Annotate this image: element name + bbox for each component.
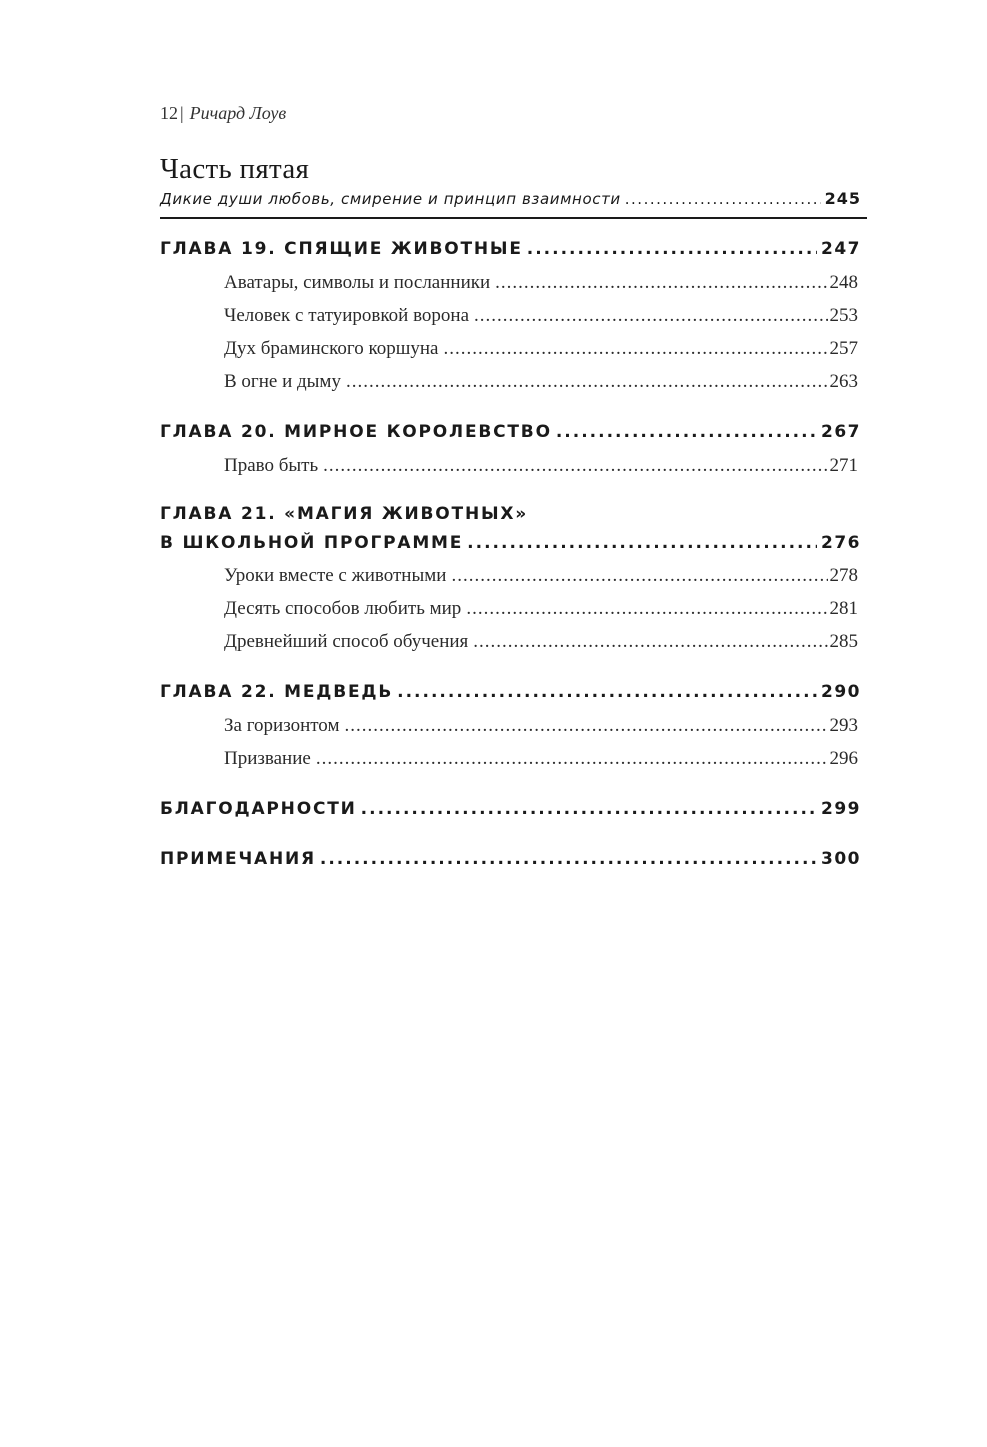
chapter-page-number: 267	[821, 422, 861, 442]
chapter-page-number: 300	[821, 849, 861, 869]
dot-leader	[527, 239, 817, 259]
toc-section[interactable]	[224, 338, 858, 360]
toc-section[interactable]	[224, 272, 858, 294]
chapter-title-line: ГЛАВА 21. «МАГИЯ ЖИВОТНЫХ»	[160, 504, 529, 524]
part-title: Часть пятая	[160, 153, 310, 185]
dot-leader	[346, 371, 828, 393]
section-page-number: 263	[829, 371, 858, 392]
section-title: Десять способов любить мир	[224, 598, 462, 619]
toc-notes[interactable]	[160, 849, 861, 869]
dot-leader	[625, 190, 821, 208]
dot-leader	[467, 533, 817, 553]
dot-leader	[316, 748, 828, 770]
toc-section[interactable]	[224, 305, 858, 327]
part-divider-rule	[160, 217, 867, 219]
toc-section[interactable]	[224, 565, 858, 587]
header-separator: |	[180, 103, 184, 123]
chapter-title: БЛАГОДАРНОСТИ	[160, 799, 357, 819]
dot-leader	[320, 849, 817, 869]
chapter-page-number: 290	[821, 682, 861, 702]
dot-leader	[443, 338, 827, 360]
toc-chapter-20[interactable]	[160, 422, 861, 442]
chapter-title: ПРИМЕЧАНИЯ	[160, 849, 316, 869]
dot-leader	[466, 598, 827, 620]
toc-section[interactable]	[224, 631, 858, 653]
running-head	[160, 103, 286, 124]
dot-leader	[323, 455, 827, 477]
section-title: Призвание	[224, 748, 311, 769]
toc-acknowledgements[interactable]	[160, 799, 861, 819]
chapter-title: ГЛАВА 22. МЕДВЕДЬ	[160, 682, 394, 702]
chapter-title: В ШКОЛЬНОЙ ПРОГРАММЕ	[160, 533, 464, 553]
dot-leader	[556, 422, 817, 442]
section-title: Уроки вместе с животными	[224, 565, 447, 586]
dot-leader	[495, 272, 827, 294]
dot-leader	[397, 682, 817, 702]
dot-leader	[451, 565, 827, 587]
toc-chapter-19[interactable]	[160, 239, 861, 259]
section-page-number: 248	[829, 272, 858, 293]
toc-section[interactable]	[224, 371, 858, 393]
page-number: 12	[160, 103, 178, 123]
chapter-title: ГЛАВА 20. МИРНОЕ КОРОЛЕВСТВО	[160, 422, 552, 442]
section-title: Право быть	[224, 455, 319, 476]
section-page-number: 257	[829, 338, 858, 359]
chapter-title: ГЛАВА 19. СПЯЩИЕ ЖИВОТНЫЕ	[160, 239, 523, 259]
section-page-number: 285	[829, 631, 858, 652]
section-title: В огне и дыму	[224, 371, 341, 392]
toc-chapter-21[interactable]	[160, 533, 861, 553]
dot-leader	[344, 715, 827, 737]
toc-section[interactable]	[224, 715, 858, 737]
toc-section[interactable]	[224, 748, 858, 770]
section-title: Человек с татуировкой ворона	[224, 305, 470, 326]
chapter-page-number: 299	[821, 799, 861, 819]
toc-section[interactable]	[224, 598, 858, 620]
section-page-number: 296	[829, 748, 858, 769]
part-subtitle-entry[interactable]	[160, 189, 861, 208]
section-title: Древнейший способ обучения	[224, 631, 469, 652]
section-title: За горизонтом	[224, 715, 340, 736]
toc-chapter-22[interactable]	[160, 682, 861, 702]
running-head-author: Ричард Лоув	[189, 103, 287, 123]
part-page-number: 245	[824, 189, 861, 208]
chapter-page-number: 276	[821, 533, 861, 553]
dot-leader	[361, 799, 817, 819]
toc-section[interactable]	[224, 455, 858, 477]
dot-leader	[474, 305, 827, 327]
section-title: Дух браминского коршуна	[224, 338, 439, 359]
section-page-number: 281	[829, 598, 858, 619]
section-page-number: 271	[829, 455, 858, 476]
part-subtitle: Дикие души любовь, смирение и принцип взаимности	[160, 190, 621, 208]
section-page-number: 278	[829, 565, 858, 586]
dot-leader	[473, 631, 827, 653]
section-page-number: 253	[829, 305, 858, 326]
chapter-page-number: 247	[821, 239, 861, 259]
section-page-number: 293	[829, 715, 858, 736]
section-title: Аватары, символы и посланники	[224, 272, 491, 293]
